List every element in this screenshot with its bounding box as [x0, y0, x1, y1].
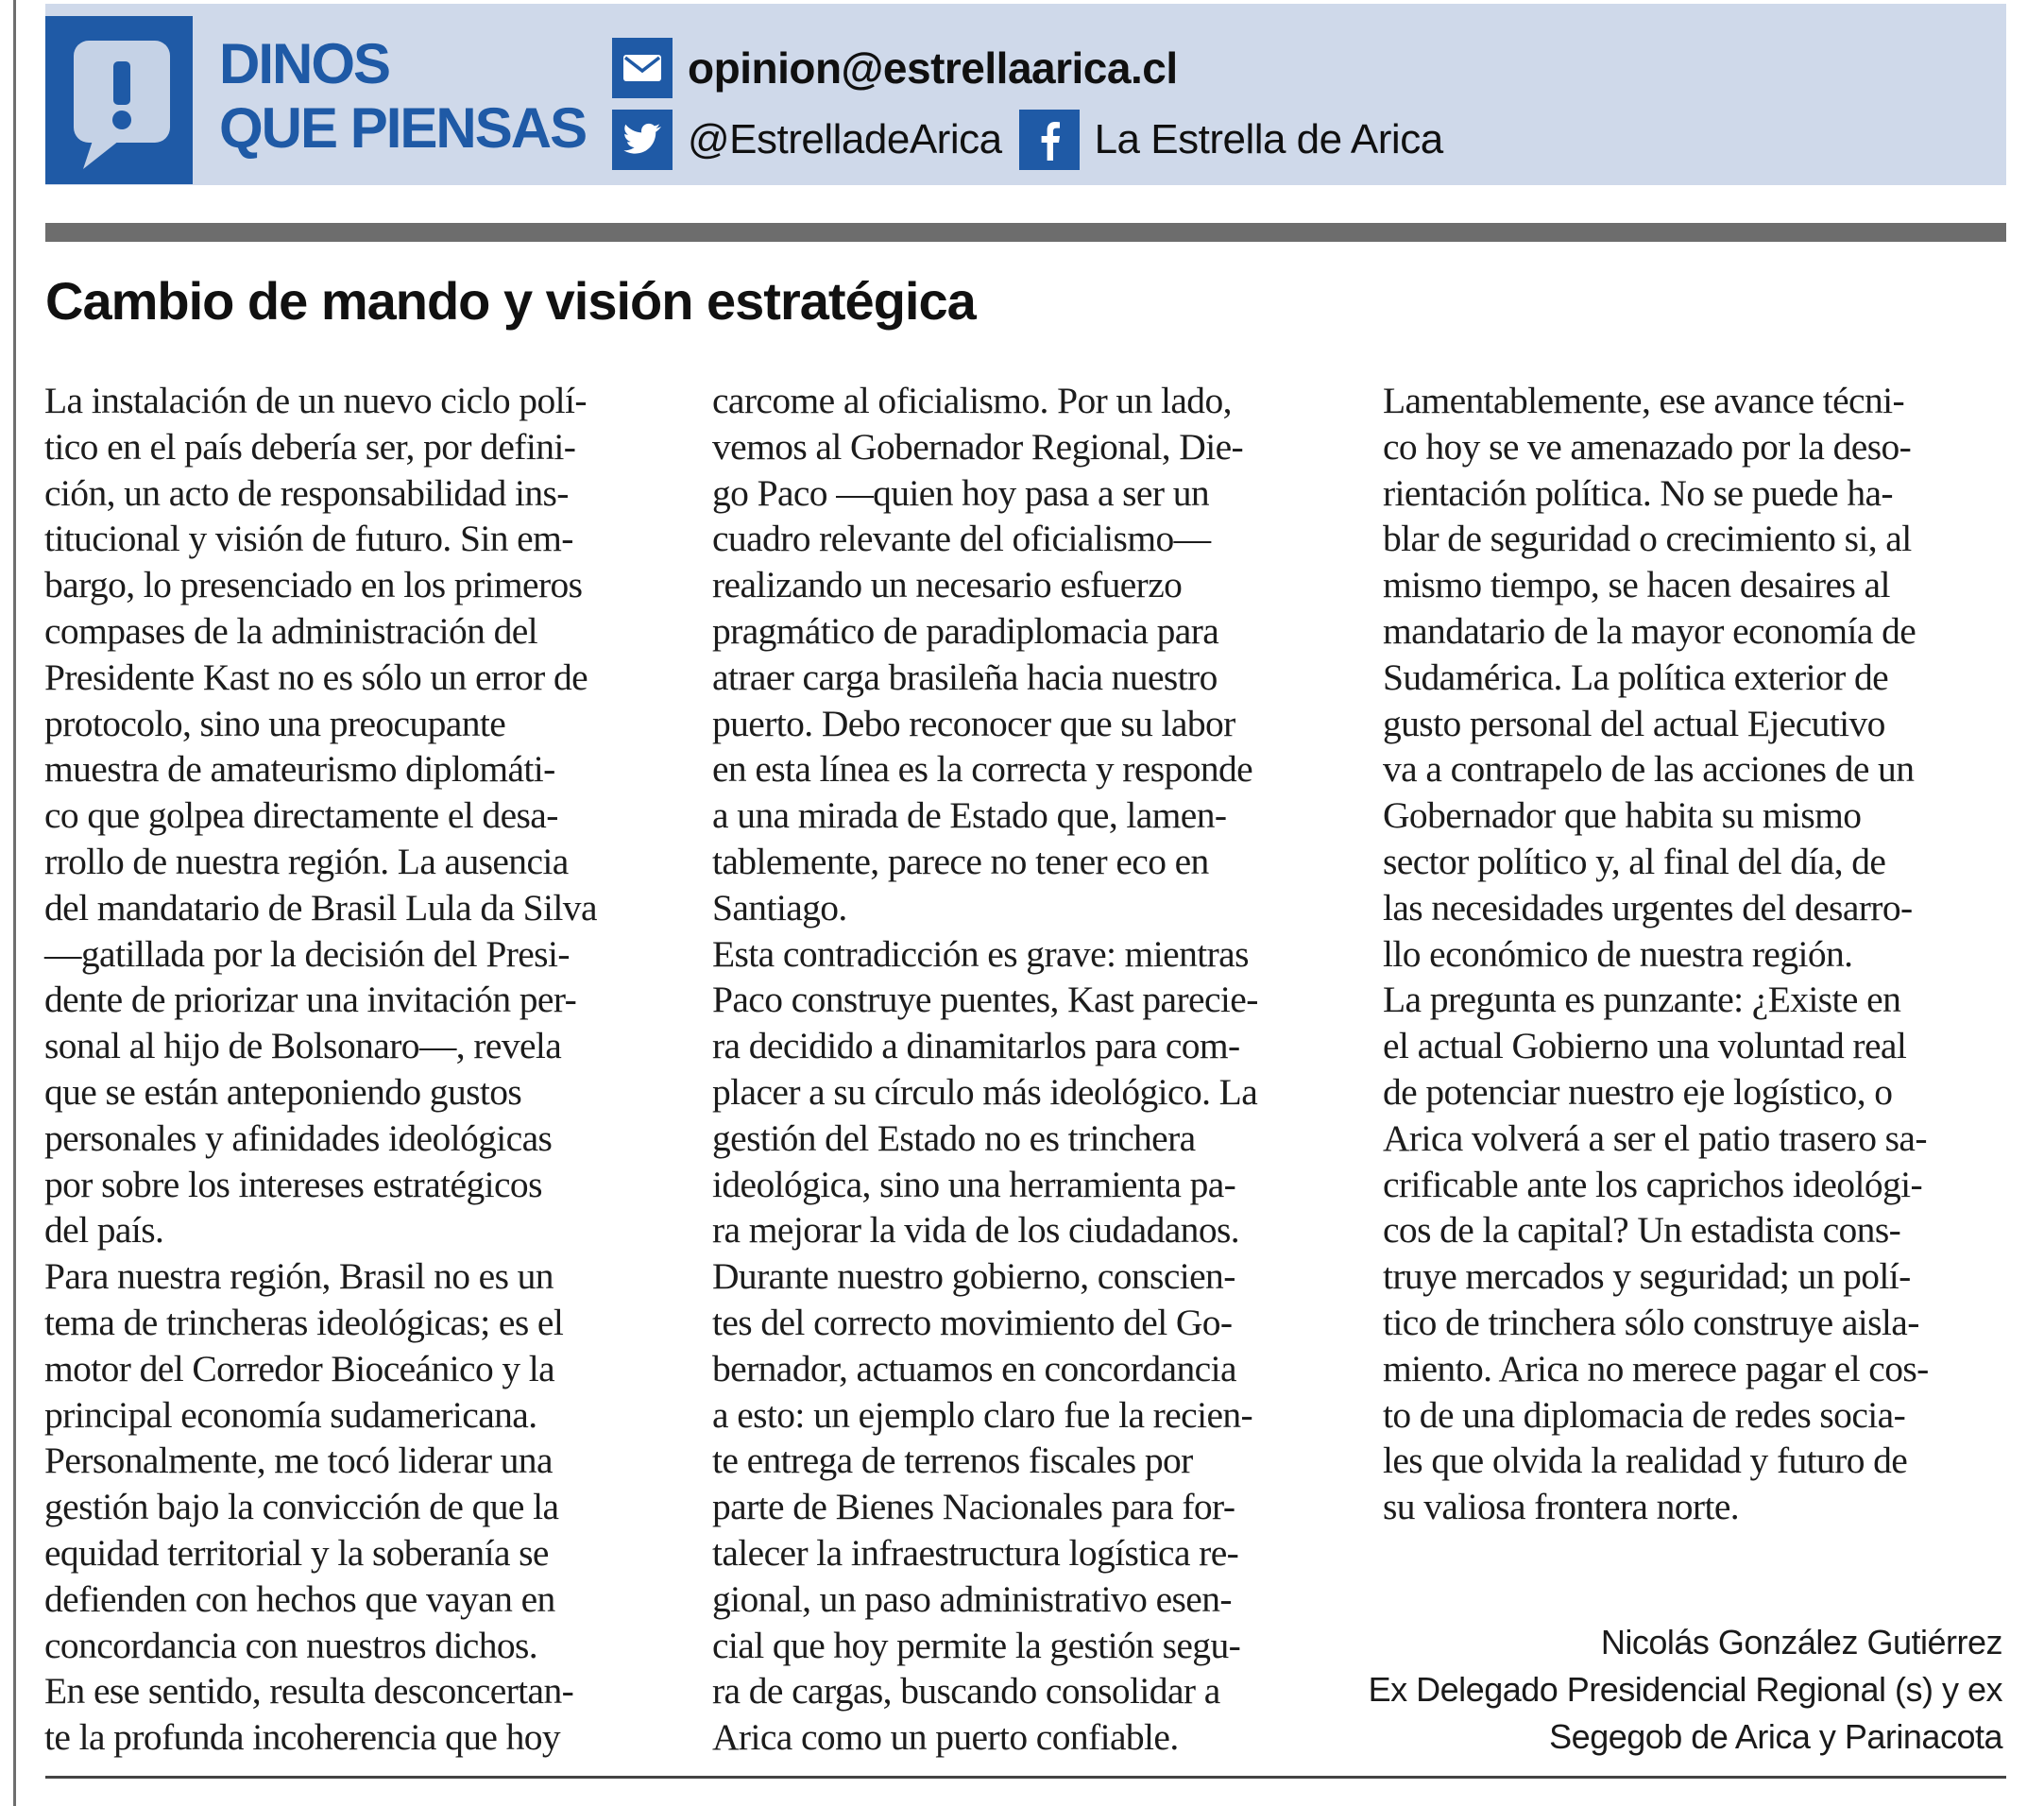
article-line: bargo, lo presenciado en los primeros: [44, 564, 583, 606]
article-line: co que golpea directamente el desa-: [44, 794, 558, 837]
article-line: te entrega de terrenos fiscales por: [712, 1440, 1193, 1482]
article-line: va a contrapelo de las acciones de un: [1383, 748, 1915, 791]
envelope-icon: [612, 38, 673, 98]
article-line: les que olvida la realidad y futuro de: [1383, 1440, 1908, 1482]
section-divider-bar: [45, 223, 2006, 242]
article-line: tes del correcto movimiento del Go-: [712, 1301, 1233, 1343]
facebook-f-icon: [1019, 110, 1080, 170]
article-column-2: [712, 378, 1336, 1761]
article-line: carcome al oficialismo. Por un lado,: [712, 380, 1232, 421]
article-line: blar de seguridad o crecimiento si, al: [1383, 518, 1912, 560]
brand-line-2: QUE PIENSAS: [219, 96, 587, 160]
article-line: go Paco —quien hoy pasa a ser un: [712, 471, 1209, 514]
article-line: concordancia con nuestros dichos.: [44, 1624, 538, 1666]
article-line: Durante nuestro gobierno, conscien-: [712, 1255, 1235, 1298]
article-line: miento. Arica no merece pagar el cos-: [1383, 1347, 1929, 1389]
article-line: truye mercados y seguridad; un polí-: [1383, 1255, 1911, 1298]
article-line: —gatillada por la decisión del Presi-: [44, 932, 570, 975]
article-line: compases de la administración del: [44, 609, 538, 652]
article-line: te la profunda incoherencia que hoy: [44, 1716, 561, 1759]
article-line: Santiago.: [712, 886, 847, 929]
article-line: ideológica, sino una herramienta pa-: [712, 1163, 1236, 1205]
article-line: vemos al Gobernador Regional, Die-: [712, 425, 1244, 468]
author-role-line-1: Ex Delegado Presidencial Regional (s) y ex: [1368, 1670, 2002, 1709]
article-line: talecer la infraestructura logística re-: [712, 1531, 1239, 1574]
article-line: crificable ante los caprichos ideológi-: [1383, 1163, 1923, 1205]
article-line: to de una diplomacia de redes socia-: [1383, 1393, 1906, 1436]
article-line: principal economía sudamericana.: [44, 1393, 537, 1436]
article-line: mandatario de la mayor economía de: [1383, 609, 1916, 652]
article-line: llo económico de nuestra región.: [1383, 932, 1853, 975]
article-line: Lamentablemente, ese avance técni-: [1383, 380, 1905, 421]
article-line: puerto. Debo reconocer que su labor: [712, 702, 1235, 744]
article-line: gusto personal del actual Ejecutivo: [1383, 702, 1885, 744]
article-line: Personalmente, me tocó liderar una: [44, 1440, 553, 1482]
article-line: su valiosa frontera norte.: [1383, 1486, 1740, 1528]
article-line: ra decidido a dinamitarlos para com-: [712, 1025, 1240, 1067]
article-line: defienden con hechos que vayan en: [44, 1577, 555, 1620]
article-line: rientación política. No se puede ha-: [1383, 471, 1893, 514]
article-line: protocolo, sino una preocupante: [44, 702, 506, 744]
brand-line-1: DINOS: [219, 32, 390, 95]
article-line: motor del Corredor Bioceánico y la: [44, 1347, 555, 1389]
article-line: cos de la capital? Un estadista cons-: [1383, 1209, 1901, 1252]
article-line: bernador, actuamos en concordancia: [712, 1347, 1236, 1389]
article-line: Presidente Kast no es sólo un error de: [44, 656, 588, 698]
article-line: el actual Gobierno una voluntad real: [1383, 1025, 1907, 1067]
article-line: las necesidades urgentes del desarro-: [1383, 886, 1913, 929]
article-line: parte de Bienes Nacionales para for-: [712, 1486, 1235, 1528]
article-line: tico de trinchera sólo construye aisla-: [1383, 1301, 1919, 1343]
bottom-rule: [45, 1776, 2006, 1779]
article-line: Sudamérica. La política exterior de: [1383, 656, 1889, 698]
article-line: gestión del Estado no es trinchera: [712, 1116, 1196, 1159]
section-brand-title: [219, 32, 586, 161]
article-line: ción, un acto de responsabilidad ins-: [44, 471, 569, 514]
article-line: que se están anteponiendo gustos: [44, 1070, 522, 1113]
opinion-header-band: [45, 4, 2006, 185]
article-line: tico en el país debería ser, por defini-: [44, 425, 576, 468]
social-contacts: [612, 110, 1460, 170]
article-line: Gobernador que habita su mismo: [1383, 794, 1862, 837]
article-line: atraer carga brasileña hacia nuestro: [712, 656, 1218, 698]
article-line: cuadro relevante del oficialismo—: [712, 518, 1211, 560]
article-line: La instalación de un nuevo ciclo polí-: [44, 380, 587, 421]
author-name: Nicolás González Gutiérrez: [1600, 1623, 2002, 1661]
article-line: a una mirada de Estado que, lamen-: [712, 794, 1227, 837]
article-line: sector político y, al final del día, de: [1383, 840, 1886, 882]
article-line: pragmático de paradiplomacia para: [712, 609, 1219, 652]
article-line: Arica volverá a ser el patio trasero sa-: [1383, 1116, 1927, 1159]
page-left-rule: [13, 0, 16, 1806]
article-line: Arica como un puerto confiable.: [712, 1716, 1179, 1759]
article-line: personales y afinidades ideológicas: [44, 1116, 553, 1159]
article-column-3: [1383, 378, 2006, 1530]
article-line: muestra de amateurismo diplomáti-: [44, 748, 555, 791]
author-signature: [1369, 1619, 2002, 1761]
facebook-page[interactable]: La Estrella de Arica: [1094, 116, 1443, 162]
email-address[interactable]: opinion@estrellaarica.cl: [688, 43, 1178, 93]
article-line: equidad territorial y la soberanía se: [44, 1531, 549, 1574]
article-line: realizando un necesario esfuerzo: [712, 564, 1183, 606]
article-line: tablemente, parece no tener eco en: [712, 840, 1209, 882]
article-line: La pregunta es punzante: ¿Existe en: [1383, 979, 1901, 1021]
article-line: Paco construye puentes, Kast parecie-: [712, 979, 1258, 1021]
article-line: cial que hoy permite la gestión segu-: [712, 1624, 1241, 1666]
article-line: rrollo de nuestra región. La ausencia: [44, 840, 569, 882]
exclamation-speech-bubble-icon: [45, 16, 193, 184]
article-headline: Cambio de mando y visión estratégica: [45, 271, 976, 331]
article-line: a esto: un ejemplo claro fue la recien-: [712, 1393, 1253, 1436]
article-line: En ese sentido, resulta desconcertan-: [44, 1670, 574, 1712]
article-line: gional, un paso administrativo esen-: [712, 1577, 1232, 1620]
twitter-handle[interactable]: @EstrelladeArica: [688, 116, 1002, 162]
twitter-bird-icon: [612, 110, 673, 170]
article-line: del país.: [44, 1209, 164, 1252]
article-line: en esta línea es la correcta y responde: [712, 748, 1253, 791]
article-line: Esta contradicción es grave: mientras: [712, 932, 1249, 975]
article-column-1: [44, 378, 668, 1761]
author-role-line-2: Segegob de Arica y Parinacota: [1549, 1717, 2002, 1756]
article-line: titucional y visión de futuro. Sin em-: [44, 518, 573, 560]
article-line: por sobre los intereses estratégicos: [44, 1163, 542, 1205]
article-line: de potenciar nuestro eje logístico, o: [1383, 1070, 1893, 1113]
article-line: gestión bajo la convicción de que la: [44, 1486, 559, 1528]
article-line: tema de trincheras ideológicas; es el: [44, 1301, 564, 1343]
article-line: co hoy se ve amenazado por la deso-: [1383, 425, 1912, 468]
article-line: mismo tiempo, se hacen desaires al: [1383, 564, 1890, 606]
email-contact: [612, 38, 1195, 98]
article-line: sonal al hijo de Bolsonaro—, revela: [44, 1025, 562, 1067]
opinion-logo: [45, 16, 193, 184]
article-line: del mandatario de Brasil Lula da Silva: [44, 886, 597, 929]
article-line: placer a su círculo más ideológico. La: [712, 1070, 1258, 1113]
article-line: dente de priorizar una invitación per-: [44, 979, 577, 1021]
article-line: ra mejorar la vida de los ciudadanos.: [712, 1209, 1240, 1252]
article-line: ra de cargas, buscando consolidar a: [712, 1670, 1220, 1712]
article-line: Para nuestra región, Brasil no es un: [44, 1255, 554, 1298]
